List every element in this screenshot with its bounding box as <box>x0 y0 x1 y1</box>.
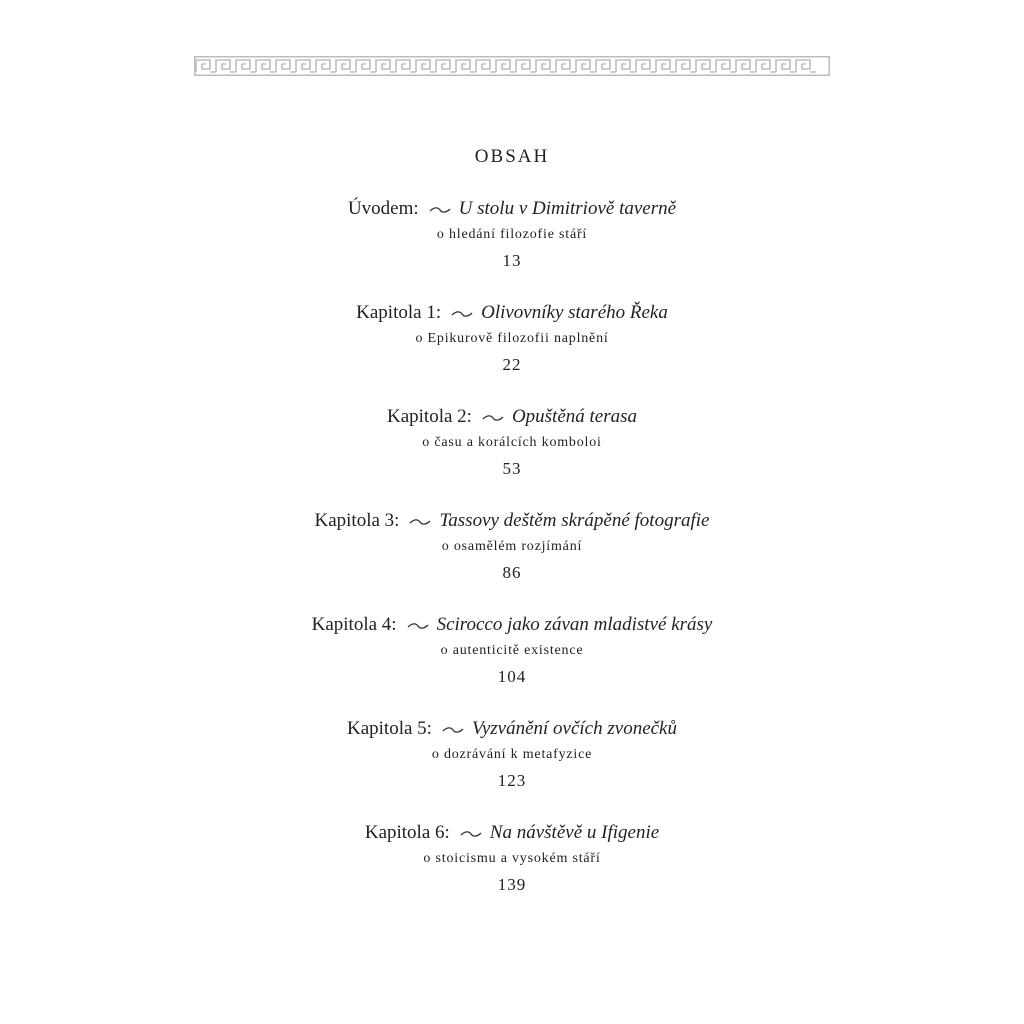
chapter-subtitle: o osamělém rozjímání <box>441 539 583 554</box>
toc-entry-heading <box>0 716 1024 742</box>
chapter-title: Scirocco jako závan mladistvé krásy <box>436 614 713 635</box>
chapter-title: Opuštěná terasa <box>511 406 638 427</box>
chapter-subtitle: o Epikurově filozofii naplnění <box>415 331 609 346</box>
toc-entry-heading <box>0 612 1024 638</box>
toc-entry-heading <box>0 508 1024 534</box>
toc-entry-chapter-5 <box>0 716 1024 820</box>
page-number: 139 <box>497 875 527 894</box>
swung-dash-icon <box>442 726 464 734</box>
page-number: 123 <box>497 771 527 790</box>
page-number: 22 <box>502 355 522 374</box>
chapter-title: U stolu v Dimitriově taverně <box>458 198 677 219</box>
swung-dash-icon <box>482 414 504 422</box>
chapter-title: Vyzvánění ovčích zvonečků <box>471 718 677 739</box>
chapter-subtitle: o času a korálcích komboloi <box>422 435 602 450</box>
chapter-label: Kapitola 2: <box>386 406 472 427</box>
page-number: 104 <box>497 667 527 686</box>
swung-dash-icon <box>451 310 473 318</box>
chapter-label: Kapitola 5: <box>347 718 432 739</box>
toc-entry-chapter-1 <box>0 300 1024 404</box>
toc-entry-heading <box>0 820 1024 846</box>
page-number: 53 <box>502 459 522 478</box>
chapter-title: Na návštěvě u Ifigenie <box>489 822 660 843</box>
toc-entry-heading <box>0 300 1024 326</box>
chapter-subtitle: o autenticitě existence <box>440 643 584 658</box>
toc-entry-chapter-4 <box>0 612 1024 716</box>
swung-dash-icon <box>460 830 482 838</box>
page-number: 13 <box>502 251 522 270</box>
chapter-label: Kapitola 6: <box>364 822 450 843</box>
toc-list <box>0 196 1024 924</box>
toc-heading: OBSAH <box>474 146 550 167</box>
page-number: 86 <box>502 563 522 582</box>
toc-entry-chapter-2 <box>0 404 1024 508</box>
toc-entry-intro <box>0 196 1024 300</box>
chapter-label: Kapitola 4: <box>311 614 397 635</box>
chapter-title: Tassovy deštěm skrápěné fotografie <box>439 510 710 531</box>
chapter-title: Olivovníky starého Řeka <box>481 302 668 323</box>
swung-dash-icon <box>429 206 451 214</box>
toc-entry-heading <box>0 404 1024 430</box>
swung-dash-icon <box>407 622 429 630</box>
chapter-subtitle: o hledání filozofie stáří <box>436 227 588 242</box>
swung-dash-icon <box>409 518 431 526</box>
chapter-subtitle: o dozrávání k metafyzice <box>431 747 593 762</box>
greek-key-border-icon <box>194 56 830 76</box>
chapter-subtitle: o stoicismu a vysokém stáří <box>423 851 601 866</box>
toc-entry-heading <box>0 196 1024 222</box>
chapter-label: Úvodem: <box>347 198 419 219</box>
toc-entry-chapter-6 <box>0 820 1024 924</box>
toc-entry-chapter-3 <box>0 508 1024 612</box>
chapter-label: Kapitola 1: <box>356 302 442 323</box>
chapter-label: Kapitola 3: <box>314 510 400 531</box>
